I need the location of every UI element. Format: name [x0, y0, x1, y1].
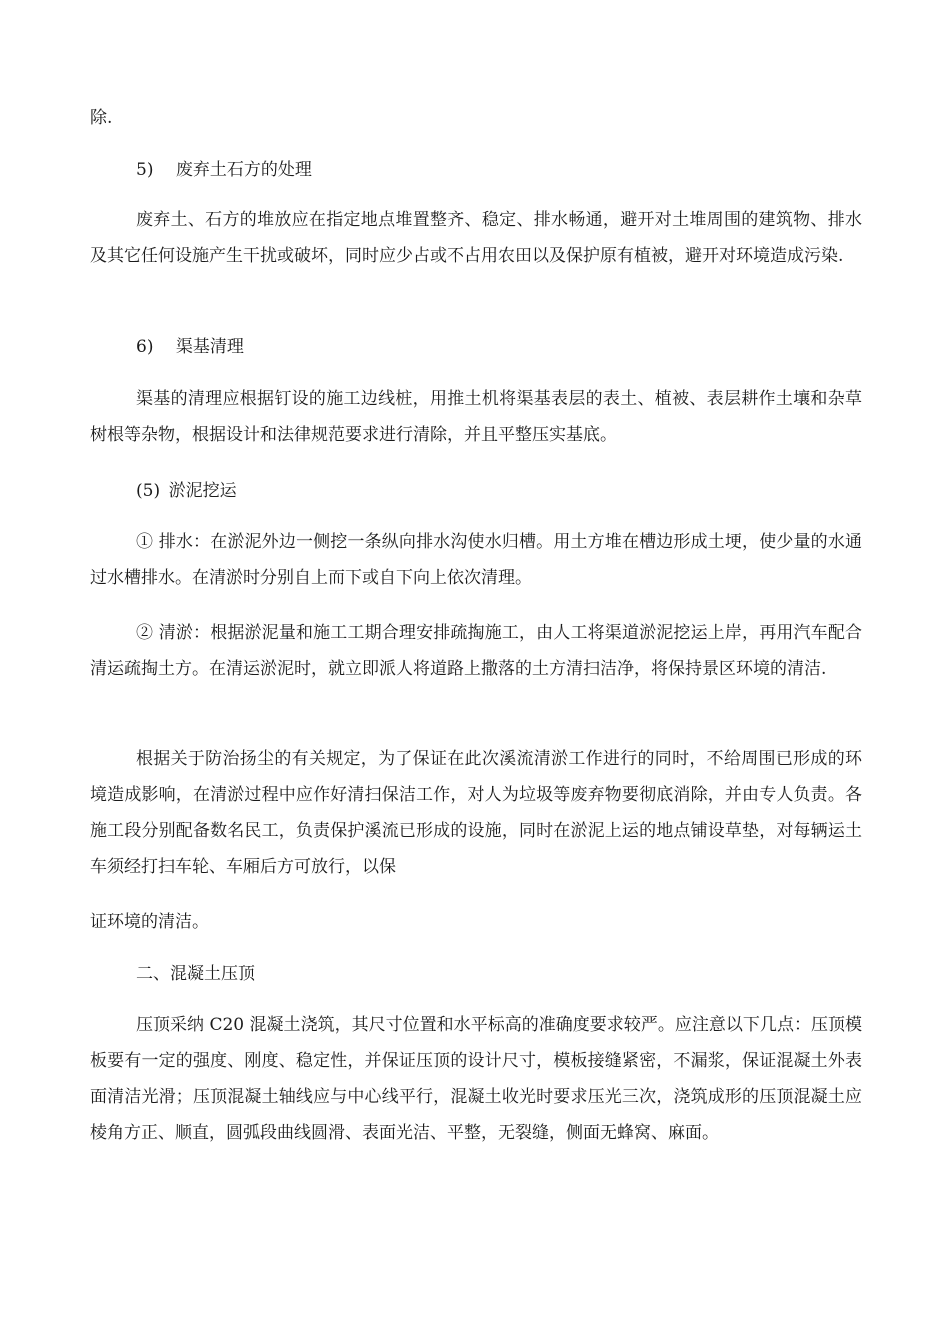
paragraph-dust-control-continuation: 证环境的清洁。 [90, 912, 209, 932]
section-heading-silt-removal: (5) 淤泥挖运 [136, 481, 237, 501]
paragraph-concrete-coping: 压顶采纳 C20 混凝土浇筑，其尺寸位置和水平标高的准确度要求较严。应注意以下几点：压顶模板要有一定的强度、刚度、稳定性，并保证压顶的设计尺寸，模板接缝紧密，不漏浆，保证混凝土外表面清洁光滑；压顶混凝土轴线应与中心线平行，混凝土收光时要求压光三次，浇筑成形的压顶混凝土应棱角方正、顺直，圆弧段曲线圆滑、表面光洁、平整，无裂缝，侧面无蜂窝、麻面。 [90, 1015, 862, 1143]
paragraph-canal-base: 渠基的清理应根据钉设的施工边线桩，用推土机将渠基表层的表土、植被、表层耕作土壤和杂草树根等杂物，根据设计和法律规范要求进行清除，并且平整压实基底。 [90, 389, 862, 445]
paragraph-dust-control: 根据关于防治扬尘的有关规定，为了保证在此次溪流清淤工作进行的同时，不给周围已形成的环境造成影响，在清淤过程中应作好清扫保洁工作，对人为垃圾等废弃物要彻底消除，并由专人负责。各施工段分别配备数名民工，负责保护溪流已形成的设施，同时在淤泥上运的地点铺设草垫，对每辆运土车须经打扫车轮、车厢后方可放行，以保 [90, 749, 862, 877]
paragraph-waste-earth: 废弃土、石方的堆放应在指定地点堆置整齐、稳定、排水畅通，避开对土堆周围的建筑物、排水及其它任何设施产生干扰或破坏，同时应少占或不占用农田以及保护原有植被，避开对环境造成污染. [90, 210, 862, 266]
paragraph-silt-clearing: ② 清淤：根据淤泥量和施工工期合理安排疏掏施工，由人工将渠道淤泥挖运上岸，再用汽车配合清运疏掏土方。在清运淤泥时，就立即派人将道路上撒落的土方清扫洁净，将保持景区环境的清洁. [90, 623, 862, 679]
section-heading-canal-base: 6) 渠基清理 [136, 337, 244, 357]
section-heading-waste-earth: 5) 废弃土石方的处理 [136, 160, 312, 180]
paragraph-drainage: ① 排水：在淤泥外边一侧挖一条纵向排水沟使水归槽。用土方堆在槽边形成土埂，使少量的水通过水槽排水。在清淤时分别自上而下或自下向上依次清理。 [90, 532, 862, 588]
continuation-text: 除. [90, 108, 113, 128]
section-heading-concrete-coping: 二、混凝土压顶 [136, 964, 255, 984]
